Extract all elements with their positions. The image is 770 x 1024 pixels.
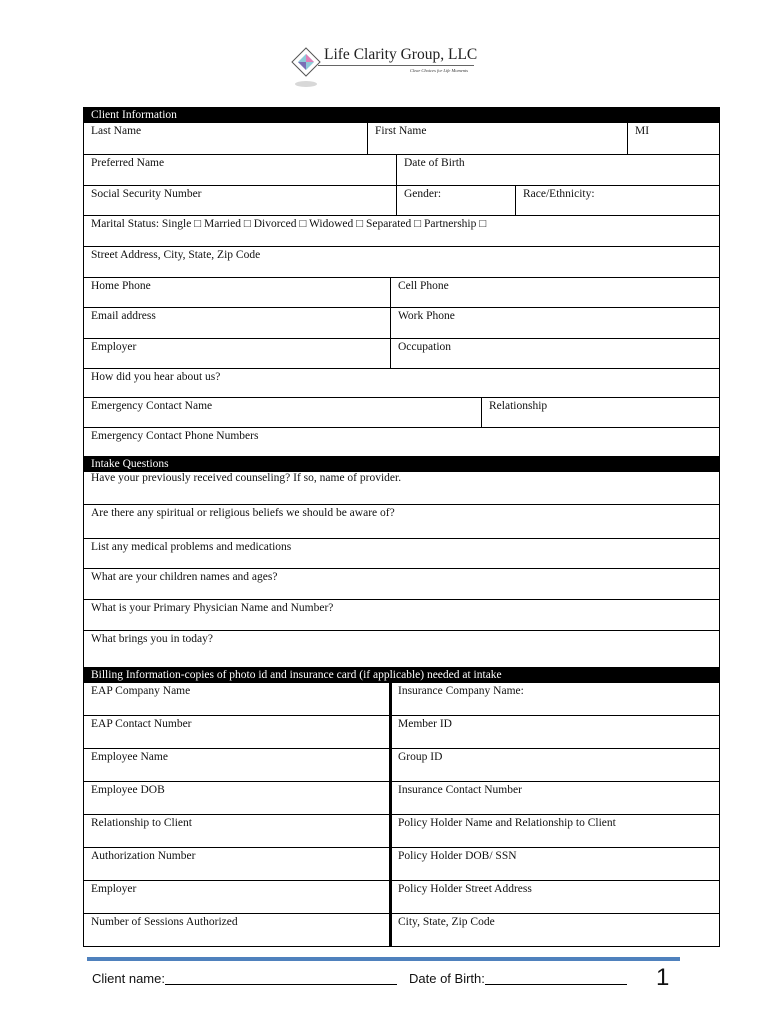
- billing-left-field[interactable]: EAP Company Name: [91, 685, 191, 697]
- billing-left-field[interactable]: EAP Contact Number: [91, 718, 192, 730]
- mi-field[interactable]: MI: [635, 125, 650, 137]
- row-marital: [83, 216, 720, 247]
- row-q1: [83, 472, 720, 505]
- billing-right-field[interactable]: City, State, Zip Code: [398, 916, 495, 928]
- billing-right-field[interactable]: Group ID: [398, 751, 443, 763]
- medical-question[interactable]: List any medical problems and medications: [91, 541, 292, 553]
- counseling-question[interactable]: Have your previously received counseling? If so, name of provider.: [91, 472, 402, 484]
- intake-header: Intake Questions: [83, 457, 720, 472]
- billing-row: [83, 881, 720, 914]
- row-employer: [83, 339, 720, 369]
- reason-question[interactable]: What brings you in today?: [91, 633, 214, 645]
- cell-phone-field[interactable]: Cell Phone: [398, 280, 449, 292]
- billing-left-field[interactable]: Number of Sessions Authorized: [91, 916, 238, 928]
- company-tagline: Clear Choices for Life Moments: [410, 68, 468, 73]
- billing-right-field[interactable]: Policy Holder DOB/ SSN: [398, 850, 517, 862]
- preferred-name-field[interactable]: Preferred Name: [91, 157, 165, 169]
- footer-dob-input[interactable]: [485, 984, 627, 985]
- row-ssn: [83, 186, 720, 216]
- billing-right-field[interactable]: Insurance Company Name:: [398, 685, 524, 697]
- marital-status-field[interactable]: Marital Status: Single □ Married □ Divorced □ Widowed □ Separated □ Partnership □: [91, 218, 487, 230]
- beliefs-question[interactable]: Are there any spiritual or religious beliefs we should be aware of?: [91, 507, 395, 519]
- ssn-field[interactable]: Social Security Number: [91, 188, 202, 200]
- row-q6: [83, 631, 720, 668]
- page-number: 1: [656, 964, 670, 991]
- email-field[interactable]: Email address: [91, 310, 156, 322]
- client-info-header: Client Information: [83, 107, 720, 123]
- race-field[interactable]: Race/Ethnicity:: [523, 188, 595, 200]
- billing-row: [83, 914, 720, 947]
- billing-row: [83, 749, 720, 782]
- row-address: [83, 247, 720, 278]
- billing-left-field[interactable]: Relationship to Client: [91, 817, 192, 829]
- billing-header: Billing Information-copies of photo id and insurance card (if applicable) needed at intake: [83, 668, 720, 683]
- billing-right-field[interactable]: Policy Holder Street Address: [398, 883, 532, 895]
- client-name-label: Client name:: [92, 971, 165, 986]
- gender-field[interactable]: Gender:: [404, 188, 442, 200]
- diamond-logo-icon: [288, 44, 324, 90]
- billing-row: [83, 815, 720, 848]
- emergency-phone-field[interactable]: Emergency Contact Phone Numbers: [91, 430, 259, 442]
- footer-dob-label: Date of Birth:: [409, 971, 485, 986]
- billing-right-field[interactable]: Policy Holder Name and Relationship to Client: [398, 817, 616, 829]
- row-q2: [83, 505, 720, 539]
- company-logo: [288, 44, 488, 94]
- row-email: [83, 308, 720, 339]
- occupation-field[interactable]: Occupation: [398, 341, 452, 353]
- dob-field[interactable]: Date of Birth: [404, 157, 465, 169]
- referral-field[interactable]: How did you hear about us?: [91, 371, 221, 383]
- address-field[interactable]: Street Address, City, State, Zip Code: [91, 249, 261, 261]
- row-q3: [83, 539, 720, 569]
- row-q5: [83, 600, 720, 631]
- footer-dob: [409, 971, 627, 986]
- emergency-name-field[interactable]: Emergency Contact Name: [91, 400, 213, 412]
- children-question[interactable]: What are your children names and ages?: [91, 571, 278, 583]
- billing-left-field[interactable]: Employee Name: [91, 751, 168, 763]
- row-preferred: [83, 155, 720, 186]
- row-name: [83, 123, 720, 155]
- work-phone-field[interactable]: Work Phone: [398, 310, 455, 322]
- row-q4: [83, 569, 720, 600]
- footer-rule: [87, 957, 680, 961]
- footer-client-name: [92, 971, 397, 986]
- row-emergency-phone: [83, 428, 720, 457]
- billing-right-field[interactable]: Insurance Contact Number: [398, 784, 522, 796]
- row-referral: [83, 369, 720, 398]
- last-name-field[interactable]: Last Name: [91, 125, 142, 137]
- billing-left-field[interactable]: Employee DOB: [91, 784, 165, 796]
- row-emergency: [83, 398, 720, 428]
- billing-row: [83, 848, 720, 881]
- billing-row: [83, 716, 720, 749]
- billing-row: [83, 683, 720, 716]
- home-phone-field[interactable]: Home Phone: [91, 280, 151, 292]
- row-phone: [83, 278, 720, 308]
- billing-right-field[interactable]: Member ID: [398, 718, 452, 730]
- billing-left-field[interactable]: Employer: [91, 883, 137, 895]
- client-name-input[interactable]: [165, 984, 397, 985]
- company-name: Life Clarity Group, LLC: [324, 46, 478, 63]
- billing-row: [83, 782, 720, 815]
- physician-question[interactable]: What is your Primary Physician Name and Number?: [91, 602, 334, 614]
- first-name-field[interactable]: First Name: [375, 125, 427, 137]
- logo-divider: [318, 65, 474, 66]
- relationship-field[interactable]: Relationship: [489, 400, 548, 412]
- billing-left-field[interactable]: Authorization Number: [91, 850, 196, 862]
- employer-field[interactable]: Employer: [91, 341, 137, 353]
